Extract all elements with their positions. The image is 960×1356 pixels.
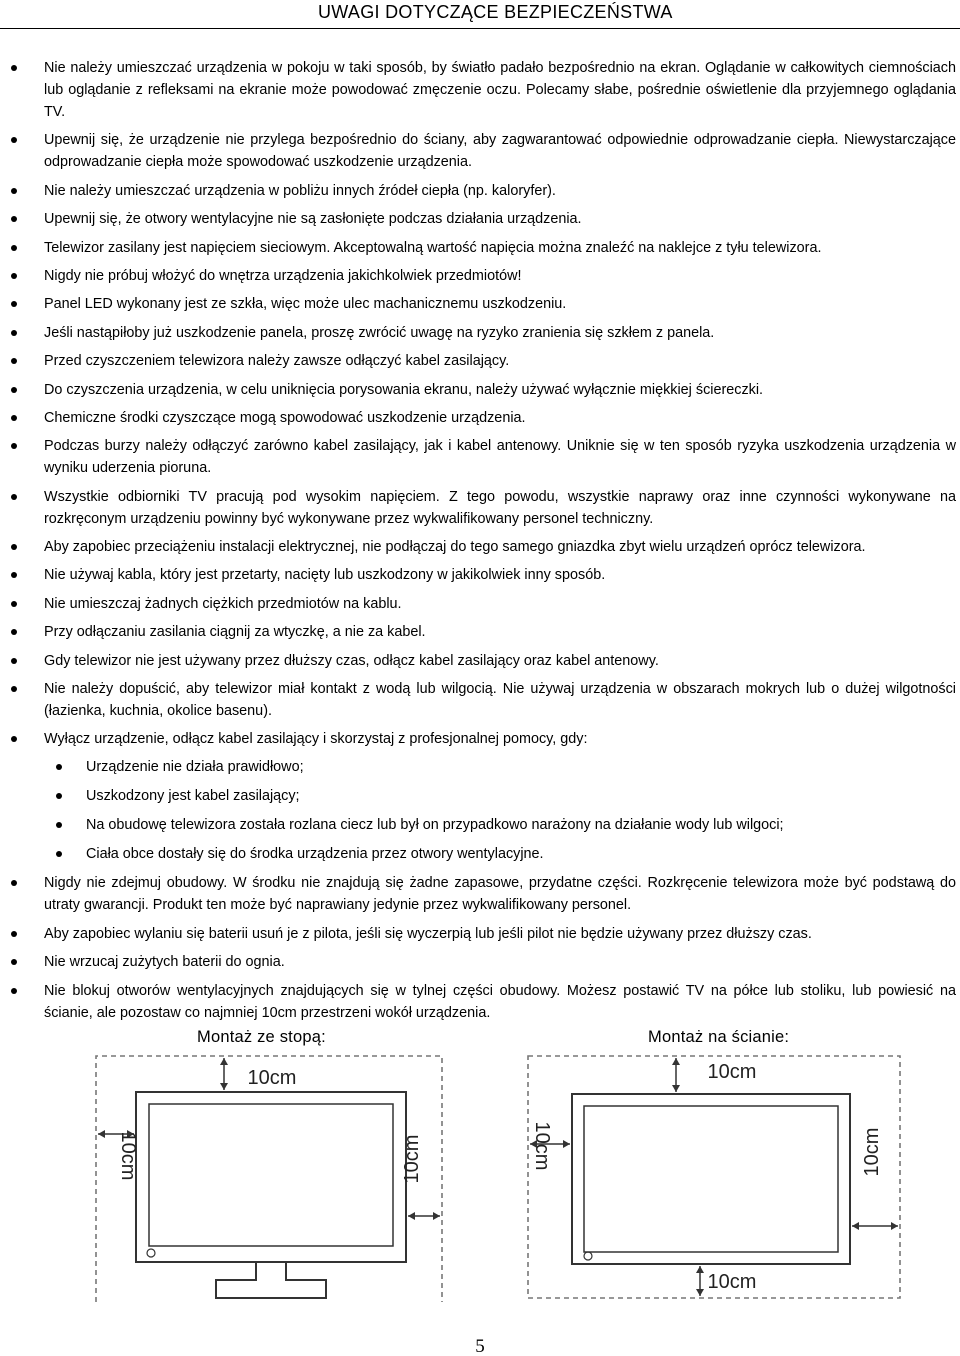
safety-note-item <box>0 180 960 202</box>
safety-subnote-text: Na obudowę telewizora została rozlana ciecz lub był on przypadkowo narażony na działanie wody lub wilgoci; <box>86 817 784 834</box>
bullet-icon <box>11 494 17 500</box>
bullet-icon <box>11 959 17 965</box>
safety-note-text: Do czyszczenia urządzenia, w celu uniknięcia porysowania ekranu, należy używać wyłącznie miękkiej ściereczki. <box>44 381 764 398</box>
safety-note-item <box>0 379 960 401</box>
safety-note-text: Aby zapobiec przeciążeniu instalacji elektrycznej, nie podłączaj do tego samego gniazdka zbyt wielu urządzeń oprócz telewizora. <box>44 539 866 556</box>
safety-note-item <box>0 536 960 558</box>
arrowhead-icon <box>563 1140 570 1148</box>
arrowhead-icon <box>696 1266 704 1273</box>
safety-note-item <box>0 923 960 945</box>
bullet-icon <box>11 387 17 393</box>
top-clearance-text: 10cm <box>247 1067 297 1089</box>
stand-mount-label: Montaż ze stopą: <box>197 1028 326 1046</box>
header-rule <box>0 28 960 29</box>
safety-subnote-text: Urządzenie nie działa prawidłowo; <box>86 759 304 776</box>
left-clearance-text: 10cm <box>531 1121 553 1171</box>
safety-note-item <box>0 728 960 865</box>
top-clearance-text: 10cm <box>707 1061 757 1083</box>
safety-note-text: Nie należy umieszczać urządzenia w pobliżu innych źródeł ciepła (np. kaloryfer). <box>44 182 556 199</box>
safety-note-item <box>0 293 960 315</box>
safety-note-text: Chemiczne środki czyszczące mogą spowodować uszkodzenie urządzenia. <box>44 409 526 426</box>
safety-note-item <box>0 951 960 973</box>
safety-note-item <box>0 208 960 230</box>
arrowhead-icon <box>672 1085 680 1092</box>
safety-subnote-item <box>44 814 956 836</box>
safety-note-text: Upewnij się, że otwory wentylacyjne nie są zasłonięte podczas działania urządzenia. <box>44 211 582 228</box>
stand-mount-diagram <box>94 1054 454 1304</box>
bullet-icon <box>11 658 17 664</box>
safety-subnote-list <box>44 756 956 865</box>
safety-notes-list <box>0 57 960 1030</box>
bullet-icon <box>11 137 17 143</box>
safety-note-text: Gdy telewizor nie jest używany przez dłuższy czas, odłącz kabel zasilający oraz kabel antenowy. <box>44 652 659 669</box>
wall-mount-diagram <box>526 1054 906 1304</box>
safety-note-item <box>0 621 960 643</box>
bullet-icon <box>11 301 17 307</box>
tv-screen <box>584 1106 838 1252</box>
safety-note-text: Przed czyszczeniem telewizora należy zawsze odłączyć kabel zasilający. <box>44 353 510 370</box>
page-title: UWAGI DOTYCZĄCE BEZPIECZEŃSTWA <box>318 2 673 22</box>
bullet-icon <box>56 764 62 770</box>
safety-note-text: Telewizor zasilany jest napięciem sieciowym. Akceptowalną wartość napięcia można znaleźć na naklejce z tyłu telewizora. <box>44 239 822 256</box>
safety-note-text: Nie używaj kabla, który jest przetarty, nacięty lub uszkodzony w jakikolwiek inny sposób. <box>44 567 606 584</box>
bullet-icon <box>11 443 17 449</box>
safety-subnote-item <box>44 756 956 778</box>
tv-stand <box>216 1262 326 1298</box>
tv-frame <box>136 1092 406 1262</box>
safety-note-item <box>0 650 960 672</box>
left-clearance-text: 10cm <box>117 1131 139 1181</box>
bullet-icon <box>11 188 17 194</box>
safety-note-text: Nie wrzucaj zużytych baterii do ognia. <box>44 954 285 971</box>
safety-note-item <box>0 237 960 259</box>
safety-note-item <box>0 435 960 479</box>
arrowhead-icon <box>852 1222 859 1230</box>
safety-note-text: Nie umieszczaj żadnych ciężkich przedmiotów na kablu. <box>44 595 402 612</box>
page-header <box>0 0 960 30</box>
safety-note-text: Wszystkie odbiorniki TV pracują pod wysokim napięciem. Z tego powodu, wszystkie naprawy oraz inne czynności wykonywane na rozkręconym urządzeniu powinny być wykonywane przez wykwalifikowany personel techniczny. <box>44 488 956 527</box>
safety-subnote-text: Uszkodzony jest kabel zasilający; <box>86 788 300 805</box>
arrowhead-icon <box>433 1212 440 1220</box>
bullet-icon <box>11 931 17 937</box>
safety-note-text: Aby zapobiec wylaniu się baterii usuń je z pilota, jeśli się wyczerpią lub jeśli pilot nie będzie używany przez dłuższy czas. <box>44 925 812 942</box>
safety-note-text: Wyłącz urządzenie, odłącz kabel zasilający i skorzystaj z profesjonalnej pomocy, gdy: <box>44 731 588 748</box>
bullet-icon <box>56 822 62 828</box>
safety-note-item <box>0 980 960 1024</box>
arrowhead-icon <box>220 1083 228 1090</box>
safety-note-item <box>0 129 960 173</box>
arrowhead-icon <box>408 1212 415 1220</box>
bullet-icon <box>11 65 17 71</box>
wall-mount-label: Montaż na ścianie: <box>648 1028 790 1046</box>
safety-note-item <box>0 593 960 615</box>
bullet-icon <box>11 415 17 421</box>
safety-note-item <box>0 872 960 916</box>
bullet-icon <box>11 736 17 742</box>
safety-note-text: Nie blokuj otworów wentylacyjnych znajdujących się w tylnej części obudowy. Możesz postawić TV na półce lub stoliku, lub powiesić na ścianie, ale pozostaw co najmniej 10cm przestrzeni wokół urządzenia. <box>44 982 956 1021</box>
arrowhead-icon <box>220 1058 228 1065</box>
safety-note-item <box>0 57 960 123</box>
right-clearance-text: 10cm <box>861 1127 883 1177</box>
safety-note-text: Nie należy umieszczać urządzenia w pokoju w taki sposób, by światło padało bezpośrednio na ekran. Oglądanie w całkowitych ciemnościach lub oglądanie z refleksami na ekranie może powodować zmęczenie oczu. Polecamy słabe, pośrednie oświetlenie dla przyjemnego oglądania TV. <box>44 60 956 120</box>
safety-subnote-item <box>44 843 956 865</box>
bullet-icon <box>11 629 17 635</box>
safety-note-text: Przy odłączaniu zasilania ciągnij za wtyczkę, a nie za kabel. <box>44 624 426 641</box>
safety-note-item <box>0 265 960 287</box>
bullet-icon <box>11 686 17 692</box>
safety-note-text: Nie należy dopuścić, aby telewizor miał kontakt z wodą lub wilgocią. Nie używaj urządzenia w obszarach mokrych lub o dużej wilgotności (łazienka, kuchnia, okolice basenu). <box>44 681 956 720</box>
bottom-clearance-text: 10cm <box>707 1271 757 1293</box>
safety-note-text: Upewnij się, że urządzenie nie przylega bezpośrednio do ściany, aby zagwarantować odpowiednie odprowadzanie ciepła. Niewystarczające odprowadzanie ciepła może spowodować uszkodzenie urządzenia. <box>44 132 956 171</box>
safety-note-item <box>0 407 960 429</box>
bullet-icon <box>11 601 17 607</box>
tv-screen <box>149 1104 393 1246</box>
bullet-icon <box>11 880 17 886</box>
arrowhead-icon <box>672 1058 680 1065</box>
bullet-icon <box>11 245 17 251</box>
power-indicator-icon <box>584 1252 592 1260</box>
safety-note-text: Podczas burzy należy odłączyć zarówno kabel zasilający, jak i kabel antenowy. Uniknie się w ten sposób ryzyka uszkodzenia urządzenia w wyniku uderzenia pioruna. <box>44 438 956 477</box>
right-clearance-text: 10cm <box>401 1134 423 1184</box>
arrowhead-icon <box>891 1222 898 1230</box>
bullet-icon <box>11 572 17 578</box>
safety-note-item <box>0 350 960 372</box>
power-indicator-icon <box>147 1249 155 1257</box>
safety-subnote-item <box>44 785 956 807</box>
safety-note-item <box>0 564 960 586</box>
safety-subnote-text: Ciała obce dostały się do środka urządzenia przez otwory wentylacyjne. <box>86 846 544 863</box>
safety-note-text: Nigdy nie próbuj włożyć do wnętrza urządzenia jakichkolwiek przedmiotów! <box>44 267 522 284</box>
bullet-icon <box>11 216 17 222</box>
tv-frame <box>572 1094 850 1264</box>
arrowhead-icon <box>98 1130 105 1138</box>
safety-note-item <box>0 678 960 722</box>
arrowhead-icon <box>696 1289 704 1296</box>
bullet-icon <box>11 988 17 994</box>
page-number: 5 <box>475 1336 485 1356</box>
safety-note-item <box>0 486 960 530</box>
bullet-icon <box>11 358 17 364</box>
safety-note-text: Nigdy nie zdejmuj obudowy. W środku nie znajdują się żadne zapasowe, przydatne części. Rozkręcenie telewizora może być podstawą do utraty gwarancji. Produkt ten może być naprawiany jedynie przez wykwalifikowany personel. <box>44 875 956 914</box>
bullet-icon <box>56 851 62 857</box>
bullet-icon <box>56 793 62 799</box>
bullet-icon <box>11 544 17 550</box>
bullet-icon <box>11 330 17 336</box>
safety-note-item <box>0 322 960 344</box>
safety-note-text: Jeśli nastąpiłoby już uszkodzenie panela, proszę zwrócić uwagę na ryzyko zranienia się szkłem z panela. <box>44 324 715 341</box>
bullet-icon <box>11 273 17 279</box>
safety-note-text: Panel LED wykonany jest ze szkła, więc może ulec machanicznemu uszkodzeniu. <box>44 296 567 313</box>
